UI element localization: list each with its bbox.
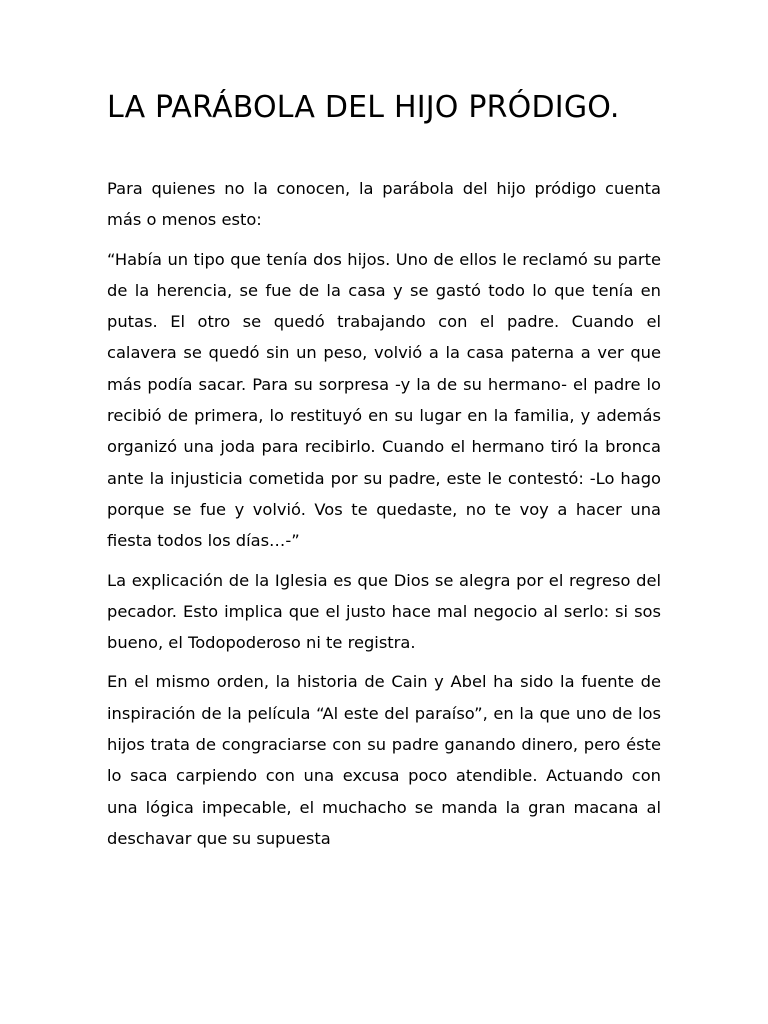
paragraph-church-explanation: La explicación de la Iglesia es que Dios se alegra por el regreso del pecador. Esto implica que el justo hace mal negocio al serlo: si sos bueno, el Todopoderoso ni te registra. xyxy=(107,570,661,653)
paragraph-intro: Para quienes no la conocen, la parábola del hijo pródigo cuenta más o menos esto: xyxy=(107,179,661,230)
page-title: LA PARÁBOLA DEL HIJO PRÓDIGO. xyxy=(107,90,620,125)
paragraph-cain-abel: En el mismo orden, la historia de Cain y Abel ha sido la fuente de inspiración de la película “Al este del paraíso”, en la que uno de los hijos trata de congraciarse con su padre ganando dinero, pero éste lo saca carpiendo con una excusa poco atendible. Actuando con una lógica impecable, el muchacho se manda la gran macana al deschavar que su supuesta xyxy=(107,672,661,848)
paragraph-parable: “Había un tipo que tenía dos hijos. Uno de ellos le reclamó su parte de la herencia, se fue de la casa y se gastó todo lo que tenía en putas. El otro se quedó trabajando con el padre. Cuando el calavera se quedó sin un peso, volvió a la casa paterna a ver que más podía sacar. Para su sorpresa -y la de su hermano- el padre lo recibió de primera, lo restituyó en su lugar en la familia, y además organizó una joda para recibirlo. Cuando el hermano tiró la bronca ante la injusticia cometida por su padre, este le contestó: -Lo hago porque se fue y volvió. Vos te quedaste, no te voy a hacer una fiesta todos los días…-” xyxy=(107,249,661,551)
document-body xyxy=(107,173,661,854)
